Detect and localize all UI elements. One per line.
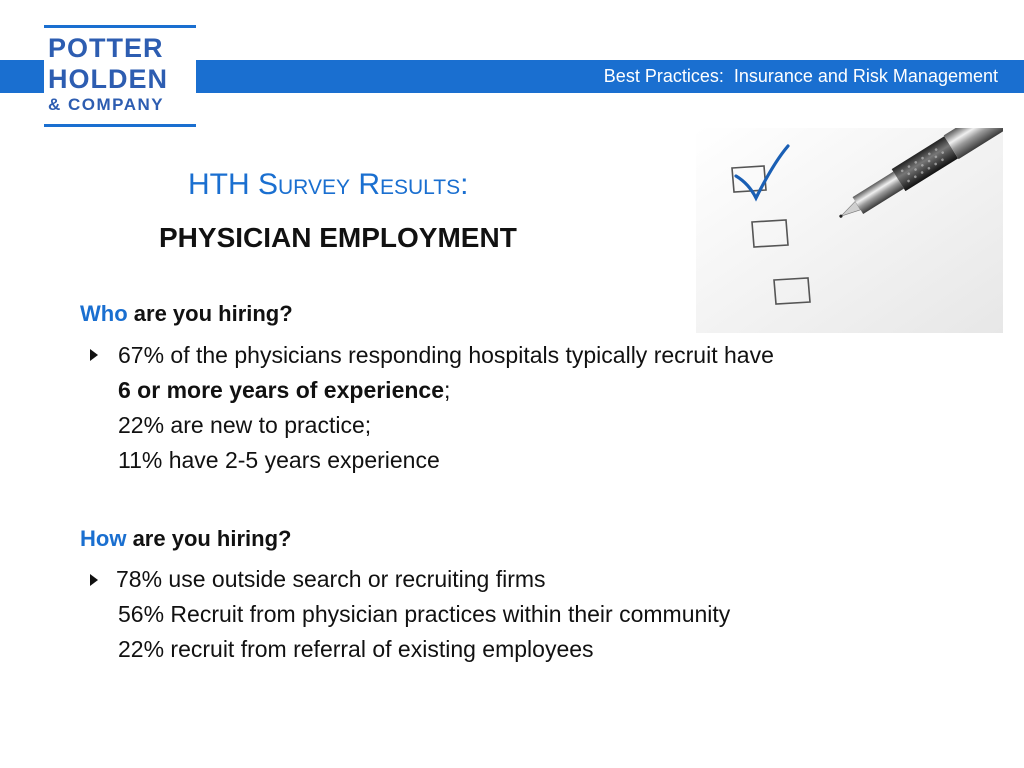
title-smallcaps: Survey Results (258, 168, 461, 201)
question-who-highlight: Who (80, 301, 128, 326)
who-line-3: 22% are new to practice; (118, 412, 372, 438)
how-line-3: 22% recruit from referral of existing employees (118, 636, 594, 662)
slide-title (188, 168, 468, 202)
how-line-1: 78% use outside search or recruiting firms (116, 566, 546, 592)
slide-subtitle: PHYSICIAN EMPLOYMENT (159, 222, 517, 253)
question-how-highlight: How (80, 526, 127, 551)
who-line-2 (118, 373, 774, 408)
triangle-bullet-icon (88, 573, 100, 587)
triangle-bullet-icon (88, 348, 100, 362)
who-line-2-semicolon: ; (444, 377, 451, 403)
how-line-2: 56% Recruit from physician practices within their community (118, 601, 731, 627)
title-prefix: HTH (188, 168, 258, 201)
checklist-pen-photo (696, 128, 1003, 333)
header-band-text: Best Practices: Insurance and Risk Management (603, 66, 998, 86)
company-logo (44, 25, 196, 127)
who-line-2-bold: 6 or more years of experience (118, 377, 444, 403)
logo-line-2: HOLDEN (48, 64, 168, 94)
who-line-1: 67% of the physicians responding hospitals typically recruit have (118, 342, 774, 368)
question-who (80, 301, 293, 327)
who-line-4: 11% have 2-5 years experience (118, 447, 440, 473)
how-answer (116, 562, 730, 667)
logo-line-3: & COMPANY (48, 95, 165, 114)
logo-line-1: POTTER (48, 33, 164, 63)
question-how-rest: are you hiring? (126, 526, 292, 551)
question-how (80, 526, 291, 552)
title-suffix: : (460, 168, 469, 201)
who-answer (118, 338, 774, 478)
question-who-rest: are you hiring? (127, 301, 293, 326)
